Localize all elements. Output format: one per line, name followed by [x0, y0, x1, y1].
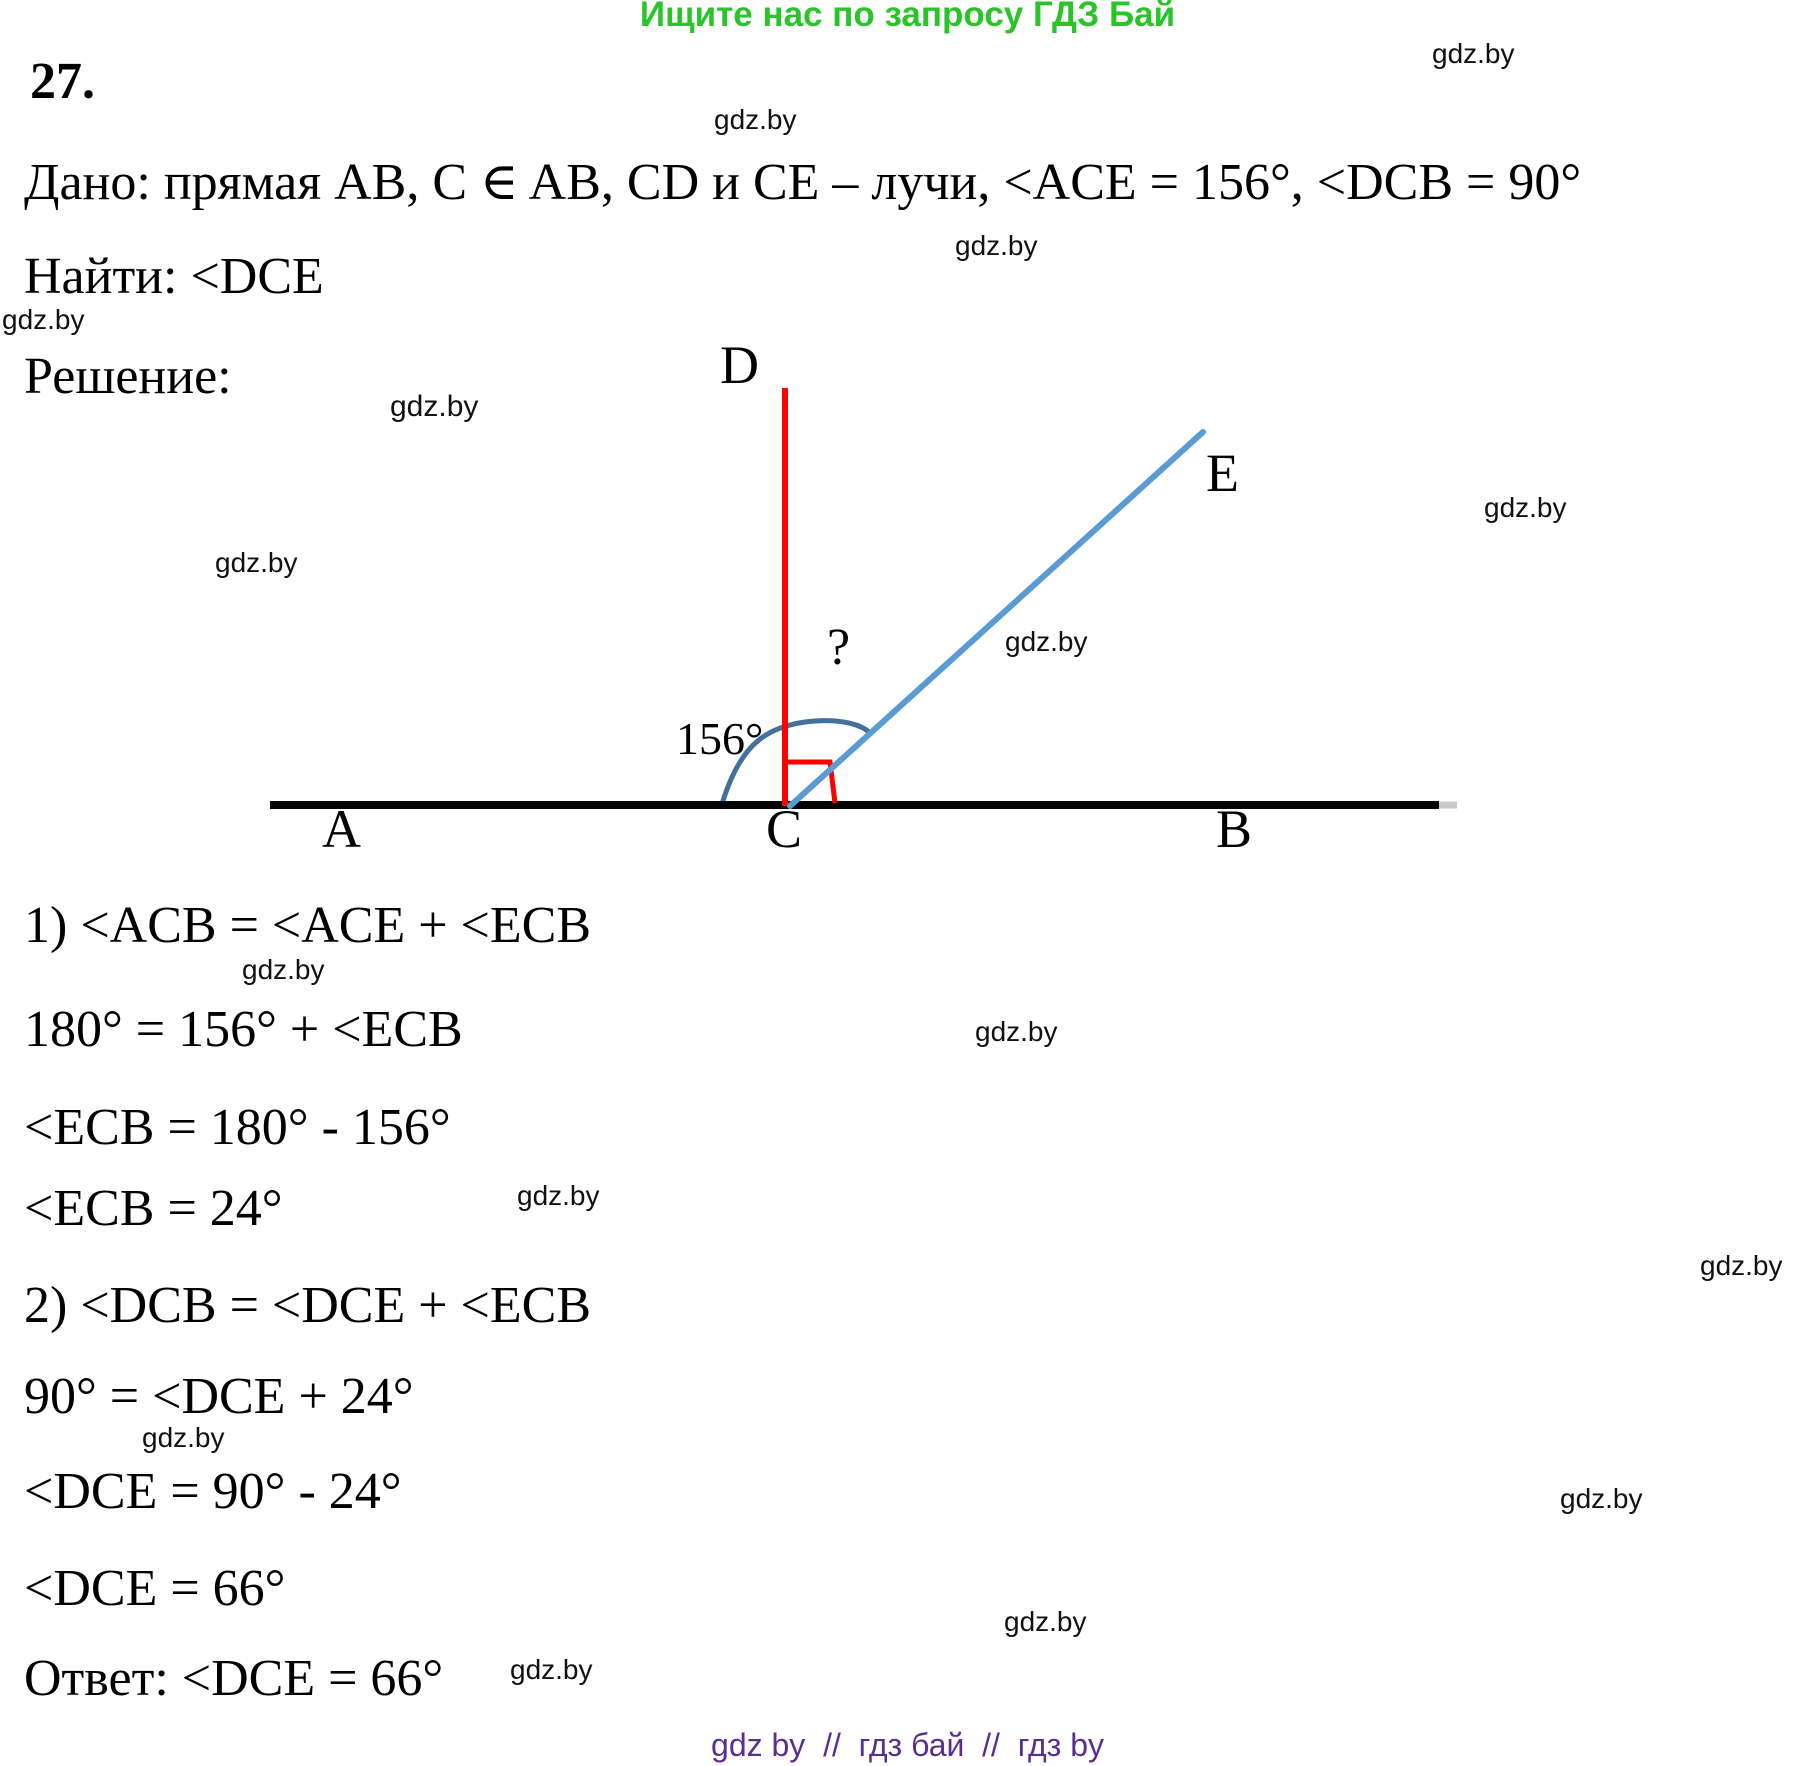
unknown-angle-label: ?: [827, 619, 851, 676]
promo-banner: Ищите нас по запросу ГДЗ Бай: [639, 0, 1176, 34]
solution-step: 2) <DCB = <DCE + <ECB: [24, 1277, 591, 1334]
solution-label: Решение:: [24, 348, 232, 405]
gdzby-watermark: gdz.by: [975, 1016, 1058, 1047]
find-line: Найти: <DCE: [24, 248, 324, 305]
solution-step: 90° = <DCE + 24°: [24, 1368, 414, 1425]
point-label-d: D: [720, 335, 759, 395]
point-label-c: С: [766, 799, 803, 859]
footer-watermark: gdz by // гдз бай // гдз by: [711, 1727, 1104, 1763]
gdzby-watermark: gdz.by: [1700, 1250, 1783, 1281]
gdzby-watermark: gdz.by: [242, 954, 325, 985]
gdzby-watermark: gdz.by: [142, 1422, 225, 1453]
angle-value-label: 156°: [676, 713, 764, 764]
solution-step: 1) <ACB = <ACE + <ECB: [24, 897, 591, 954]
problem-number: 27.: [30, 53, 95, 110]
solution-step: 180° = 156° + <ECB: [24, 1001, 463, 1058]
point-label-a: А: [322, 799, 361, 859]
gdzby-watermark: gdz.by: [510, 1654, 593, 1685]
answer-line: Ответ: <DCE = 66°: [24, 1650, 444, 1707]
gdzby-watermark: gdz.by: [1560, 1483, 1643, 1514]
gdzby-watermark: gdz.by: [1005, 626, 1088, 657]
point-label-e: E: [1206, 443, 1239, 503]
given-line: Дано: прямая AB, C ∈ AB, CD и CE – лучи, <ACE = 156°, <DCB = 90°: [24, 154, 1582, 211]
solution-step: <DCE = 66°: [24, 1560, 286, 1617]
gdzby-watermark: gdz.by: [390, 390, 479, 423]
gdzby-watermark: gdz.by: [2, 304, 85, 335]
gdzby-watermark: gdz.by: [215, 547, 298, 578]
gdzby-watermark: gdz.by: [1004, 1606, 1087, 1637]
gdzby-watermark: gdz.by: [517, 1180, 600, 1211]
gdzby-watermark: gdz.by: [1432, 38, 1515, 69]
ray-ce: [790, 432, 1203, 806]
gdzby-watermark: gdz.by: [1484, 492, 1567, 523]
gdzby-watermark: gdz.by: [714, 104, 797, 135]
solution-step: <DCE = 90° - 24°: [24, 1463, 402, 1520]
solution-step: <ECB = 180° - 156°: [24, 1099, 451, 1156]
gdzby-watermark: gdz.by: [955, 230, 1038, 261]
point-label-b: В: [1216, 799, 1253, 859]
solution-step: <ECB = 24°: [24, 1180, 283, 1237]
